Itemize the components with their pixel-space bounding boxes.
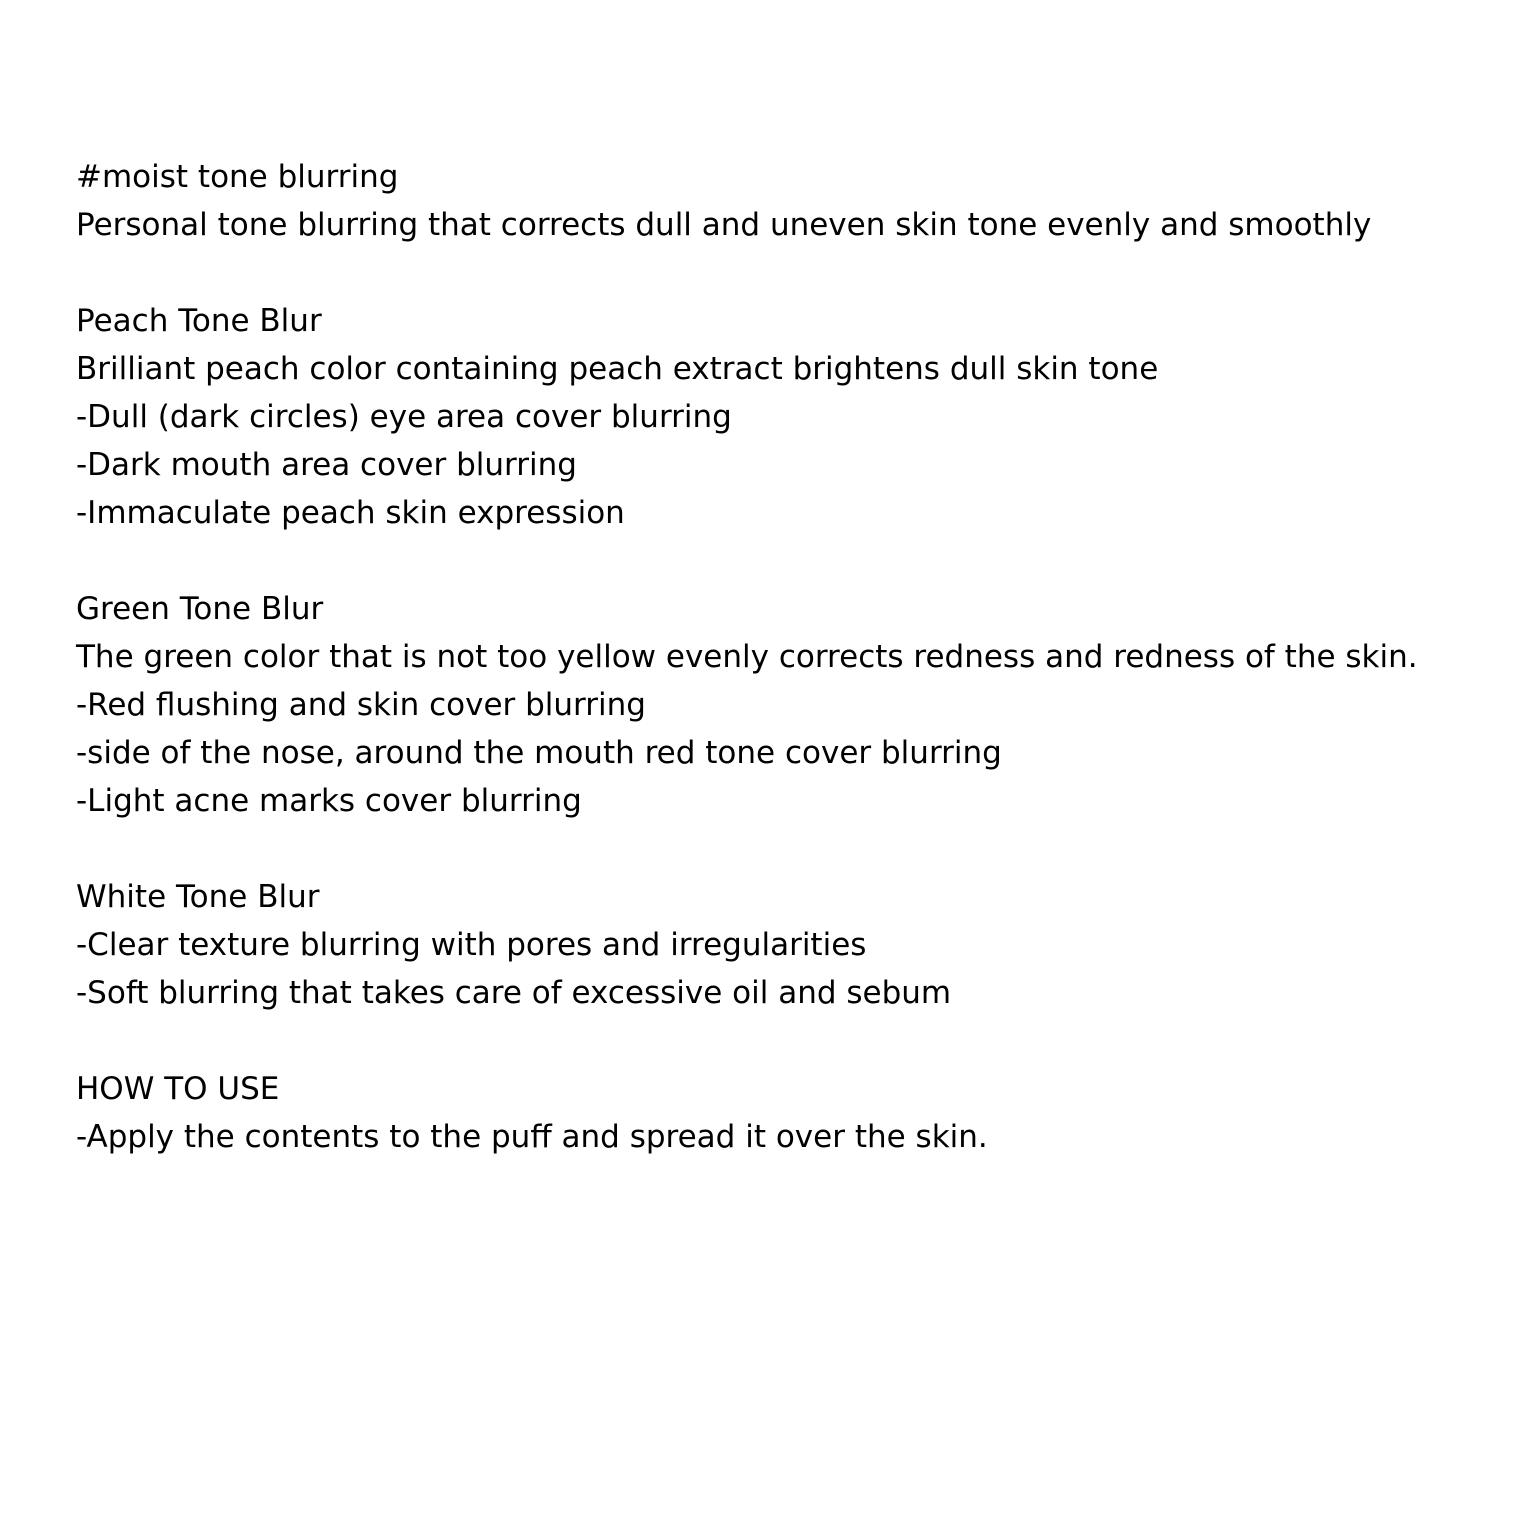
- white-point: -Soft blurring that takes care of excessive oil and sebum: [76, 975, 952, 1011]
- peach-point: -Dull (dark circles) eye area cover blurring: [76, 399, 732, 435]
- how-to-use-point: -Apply the contents to the puff and spread it over the skin.: [76, 1119, 988, 1155]
- how-to-use-title: HOW TO USE: [76, 1071, 280, 1107]
- green-point: -Red flushing and skin cover blurring: [76, 687, 646, 723]
- green-title: Green Tone Blur: [76, 591, 324, 627]
- green-description: The green color that is not too yellow evenly corrects redness and redness of the skin.: [76, 639, 1418, 675]
- peach-point: -Dark mouth area cover blurring: [76, 447, 577, 483]
- green-section: [76, 585, 1496, 825]
- peach-section: [76, 297, 1496, 537]
- intro-section: [76, 153, 1496, 249]
- green-point: -side of the nose, around the mouth red tone cover blurring: [76, 735, 1002, 771]
- white-point: -Clear texture blurring with pores and irregularities: [76, 927, 867, 963]
- white-section: [76, 873, 1496, 1017]
- white-title: White Tone Blur: [76, 879, 320, 915]
- green-point: -Light acne marks cover blurring: [76, 783, 582, 819]
- how-to-use-section: [76, 1065, 1496, 1161]
- product-description-document: [76, 153, 1496, 1161]
- peach-description: Brilliant peach color containing peach extract brightens dull skin tone: [76, 351, 1159, 387]
- peach-point: -Immaculate peach skin expression: [76, 495, 625, 531]
- peach-title: Peach Tone Blur: [76, 303, 322, 339]
- intro-tag: #moist tone blurring: [76, 159, 399, 195]
- intro-description: Personal tone blurring that corrects dull and uneven skin tone evenly and smoothly: [76, 207, 1372, 243]
